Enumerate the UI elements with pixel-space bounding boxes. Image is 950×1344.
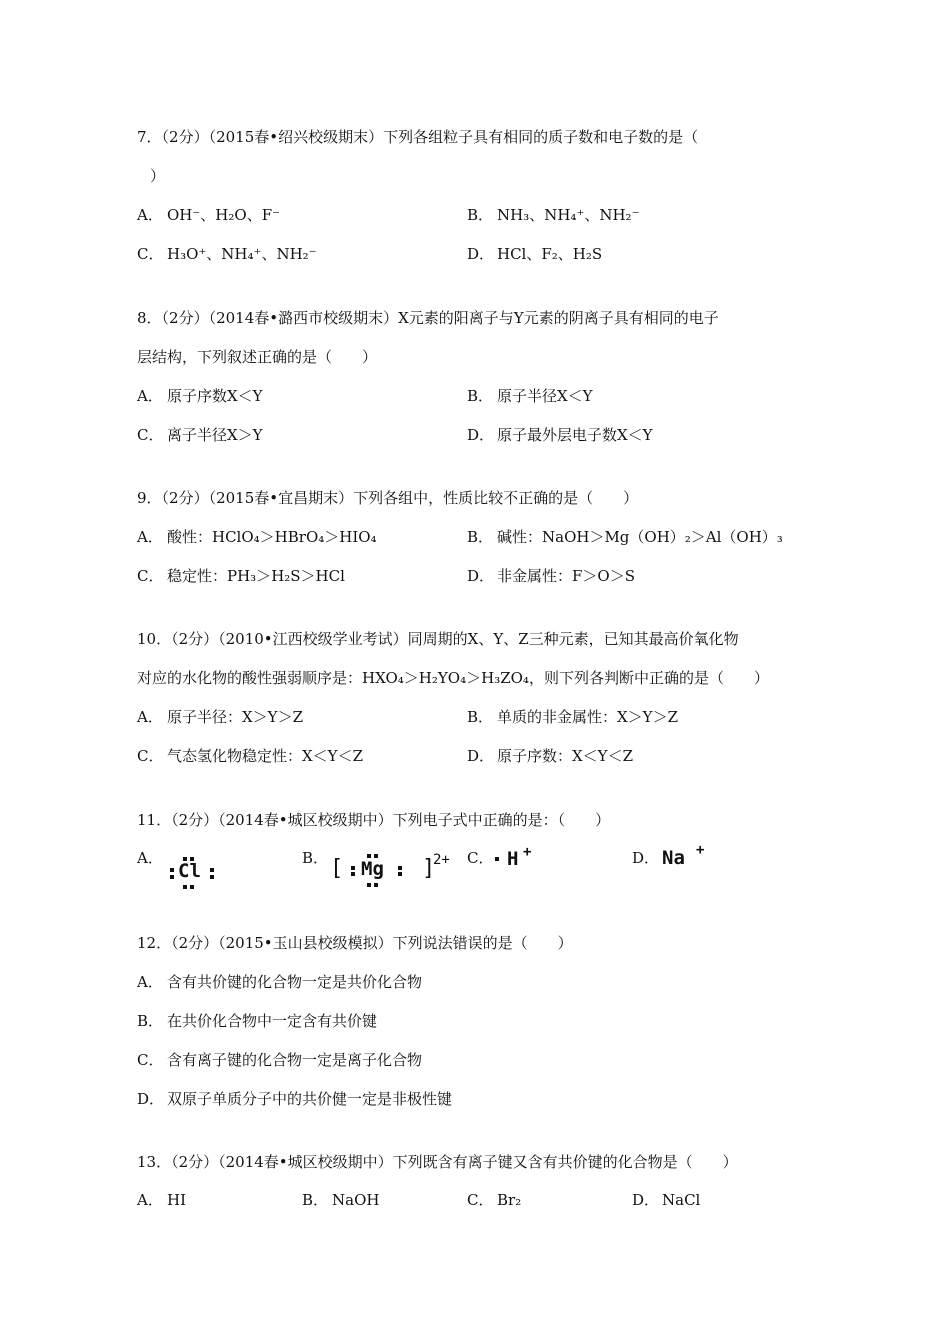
option-text: NH₃、NH₄⁺、NH₂⁻ — [497, 206, 640, 224]
option-text: H₃O⁺、NH₄⁺、NH₂⁻ — [167, 245, 317, 263]
option-text: 稳定性：PH₃＞H₂S＞HCl — [167, 567, 345, 585]
q12-option-d — [137, 1089, 452, 1109]
option-text: Br₂ — [497, 1191, 522, 1209]
q9-option-a — [137, 527, 377, 547]
ion-charge: + — [523, 844, 532, 860]
option-label: B． — [467, 708, 494, 726]
q8-option-d — [467, 425, 653, 445]
electron-dot — [351, 866, 355, 870]
option-label: C． — [137, 567, 164, 585]
ion-charge: 2+ — [433, 852, 450, 868]
option-text: 离子半径X＞Y — [167, 426, 263, 444]
option-text: 原子最外层电子数X＜Y — [497, 426, 653, 444]
q10-stem-line1: 10．（2分）（2010•江西校级学业考试）同周期的X、Y、Z三种元素，已知其最高价氧化物 — [137, 630, 739, 648]
q7-option-c — [137, 244, 317, 264]
option-text: HI — [167, 1191, 187, 1209]
option-label: B． — [302, 849, 329, 867]
option-text: 原子序数：X＜Y＜Z — [497, 747, 634, 765]
element-symbol: Mg — [361, 858, 384, 880]
q11-option-c — [467, 848, 497, 868]
option-text: 双原子单质分子中的共价健一定是非极性键 — [167, 1090, 453, 1108]
option-label: B． — [137, 1012, 164, 1030]
option-text: NaCl — [662, 1191, 701, 1209]
option-label: A． — [137, 973, 163, 991]
lewis-na-formula — [662, 844, 722, 868]
electron-dot — [351, 872, 355, 876]
option-label: B． — [467, 528, 494, 546]
q7-stem-line2: ） — [150, 167, 166, 185]
option-label: A． — [137, 206, 163, 224]
ion-charge: + — [696, 842, 705, 858]
q10-option-d — [467, 746, 633, 766]
q11-option-b — [302, 848, 332, 868]
element-symbol: Cl — [178, 860, 201, 882]
option-text: NaOH — [332, 1191, 380, 1209]
option-label: D． — [467, 567, 495, 585]
electron-dot — [398, 872, 402, 876]
electron-dot — [210, 868, 214, 872]
electron-dot — [170, 875, 174, 879]
q8-stem-line1: 8．（2分）（2014春•潞西市校级期末）X元素的阳离子与Y元素的阴离子具有相同的电子 — [137, 309, 719, 327]
option-text: 非金属性：F＞O＞S — [497, 567, 635, 585]
option-label: D． — [467, 245, 495, 263]
lewis-h-formula — [494, 846, 544, 870]
option-label: C． — [137, 245, 164, 263]
lewis-mg-formula — [330, 852, 462, 888]
q8-option-b — [467, 386, 593, 406]
q9-option-d — [467, 566, 635, 586]
electron-dot — [374, 883, 378, 887]
q13-option-b — [302, 1190, 379, 1210]
bracket-right: ] — [422, 856, 436, 881]
option-text: 含有离子键的化合物一定是离子化合物 — [167, 1051, 423, 1069]
q9-option-c — [137, 566, 345, 586]
element-symbol: Na — [662, 847, 685, 869]
option-label: A． — [137, 528, 163, 546]
q7-option-d — [467, 244, 602, 264]
q13-option-d — [632, 1190, 700, 1210]
q8-stem-line2: 层结构，下列叙述正确的是（ ） — [137, 348, 378, 366]
option-text: 碱性：NaOH＞Mg（OH）₂＞Al（OH）₃ — [497, 528, 783, 546]
q11-option-d — [632, 848, 662, 868]
q8-option-c — [137, 425, 263, 445]
option-label: D． — [467, 426, 495, 444]
electron-dot — [183, 885, 187, 889]
q10-stem-line2: 对应的水化物的酸性强弱顺序是：HXO₄＞H₂YO₄＞H₃ZO₄，则下列各判断中正确的是（ ） — [137, 669, 769, 687]
q12-option-c — [137, 1050, 422, 1070]
option-label: D． — [632, 1191, 660, 1209]
q10-option-c — [137, 746, 363, 766]
electron-dot — [210, 875, 214, 879]
option-label: B． — [467, 387, 494, 405]
option-label: A． — [137, 849, 163, 867]
option-label: C． — [137, 747, 164, 765]
option-label: C． — [137, 426, 164, 444]
q9-option-b — [467, 527, 783, 547]
option-label: D． — [632, 849, 660, 867]
option-label: D． — [137, 1090, 165, 1108]
option-text: 在共价化合物中一定含有共价键 — [167, 1012, 378, 1030]
q10-option-b — [467, 707, 678, 727]
q7-option-b — [467, 205, 640, 225]
option-text: 含有共价键的化合物一定是共价化合物 — [167, 973, 423, 991]
option-text: 气态氢化物稳定性：X＜Y＜Z — [167, 747, 364, 765]
q11-option-a — [137, 848, 167, 868]
option-label: C． — [467, 1191, 494, 1209]
q9-stem-line1: 9．（2分）（2015春•宜昌期末）下列各组中，性质比较不正确的是（ ） — [137, 489, 639, 507]
q10-option-a — [137, 707, 303, 727]
bracket-left: [ — [330, 856, 344, 881]
q13-stem-line1: 13．（2分）（2014春•城区校级期中）下列既含有离子键又含有共价键的化合物是（ ） — [137, 1153, 738, 1171]
option-label: B． — [302, 1191, 329, 1209]
option-text: OH⁻、H₂O、F⁻ — [167, 206, 281, 224]
option-text: HCl、F₂、H₂S — [497, 245, 603, 263]
q12-option-b — [137, 1011, 377, 1031]
q13-option-a — [137, 1190, 186, 1210]
lewis-cl-formula — [166, 856, 222, 890]
option-label: D． — [467, 747, 495, 765]
option-text: 原子半径：X＞Y＞Z — [167, 708, 304, 726]
option-text: 原子序数X＜Y — [167, 387, 263, 405]
element-symbol: H — [507, 848, 519, 870]
q8-option-a — [137, 386, 263, 406]
q7-option-a — [137, 205, 280, 225]
option-label: C． — [137, 1051, 164, 1069]
option-label: B． — [467, 206, 494, 224]
electron-dot — [170, 868, 174, 872]
electron-dot — [190, 885, 194, 889]
electron-dot — [495, 857, 499, 861]
option-text: 酸性：HClO₄＞HBrO₄＞HIO₄ — [167, 528, 377, 546]
option-label: A． — [137, 387, 163, 405]
electron-dot — [398, 866, 402, 870]
option-label: A． — [137, 1191, 163, 1209]
option-text: 原子半径X＜Y — [497, 387, 593, 405]
electron-dot — [367, 883, 371, 887]
q12-stem-line1: 12．（2分）（2015•玉山县校级模拟）下列说法错误的是（ ） — [137, 934, 573, 952]
q7-stem-line1: 7．（2分）（2015春•绍兴校级期末）下列各组粒子具有相同的质子数和电子数的是（ — [137, 128, 699, 146]
option-text: 单质的非金属性：X＞Y＞Z — [497, 708, 679, 726]
option-label: C． — [467, 849, 494, 867]
option-label: A． — [137, 708, 163, 726]
q12-option-a — [137, 972, 422, 992]
q13-option-c — [467, 1190, 521, 1210]
q11-stem-line1: 11．（2分）（2014春•城区校级期中）下列电子式中正确的是：（ ） — [137, 811, 611, 829]
